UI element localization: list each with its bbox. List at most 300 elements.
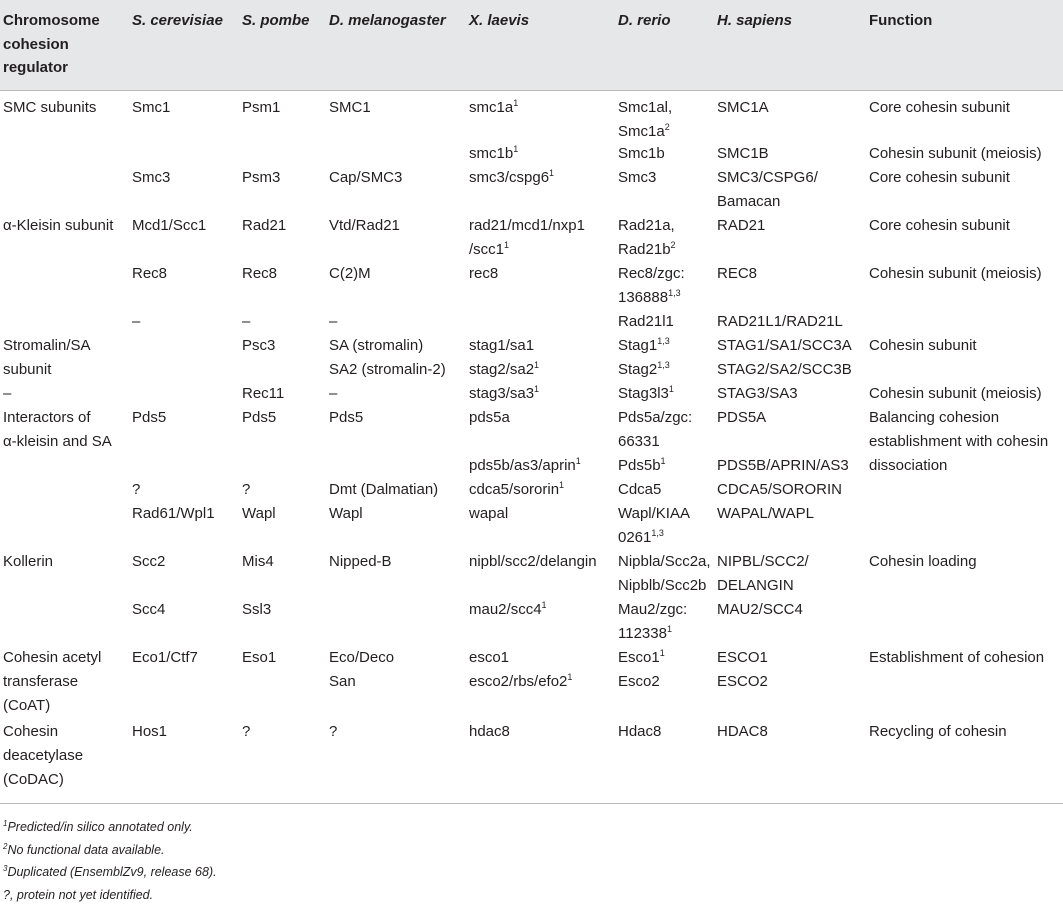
cell-line xyxy=(618,262,685,286)
cell-line xyxy=(329,166,402,190)
cell-line xyxy=(329,262,371,286)
cell-line xyxy=(618,214,676,238)
cell-line xyxy=(717,334,852,358)
cell-line xyxy=(132,406,166,430)
cell-dm xyxy=(329,334,446,382)
cell-text: 0261 xyxy=(618,529,651,546)
cell-line xyxy=(869,720,1007,744)
cell-text: esco2/rbs/efo2 xyxy=(469,673,567,690)
cell-line xyxy=(329,550,392,574)
cell-text: Rec8 xyxy=(242,265,277,282)
cell-sc xyxy=(132,214,206,238)
cell-line xyxy=(869,262,1042,286)
cell-dr xyxy=(618,478,661,502)
footnote-ref: 1 xyxy=(667,624,672,634)
cell-text: RAD21 xyxy=(717,217,765,234)
footnote-ref: 1,3 xyxy=(657,336,670,346)
cell-text: Balancing cohesion xyxy=(869,409,999,426)
cell-line xyxy=(242,598,271,622)
header-function: Function xyxy=(869,9,932,33)
table-bottom-rule xyxy=(0,803,1063,804)
cell-xl xyxy=(469,646,572,694)
cell-line xyxy=(3,646,101,670)
cell-text: PDS5A xyxy=(717,409,766,426)
cell-text: Esco2 xyxy=(618,673,660,690)
cell-line xyxy=(869,166,1010,190)
cell-sp xyxy=(242,478,250,502)
footnote xyxy=(3,816,217,839)
cell-xl xyxy=(469,166,554,190)
header-regulator: Chromosome cohesion regulator xyxy=(3,9,113,80)
cell-line xyxy=(869,96,1010,120)
cell-text: transferase xyxy=(3,673,78,690)
cell-dm xyxy=(329,502,363,526)
cell-text: PDS5B/APRIN/AS3 xyxy=(717,457,849,474)
cell-fn xyxy=(869,142,1042,166)
cell-dr xyxy=(618,310,674,334)
cell-text: cdca5/sororin xyxy=(469,481,559,498)
cell-line xyxy=(618,430,692,454)
cell-text: α-Kleisin subunit xyxy=(3,217,113,234)
cell-line xyxy=(132,478,140,502)
cell-line xyxy=(242,334,275,358)
cell-text: REC8 xyxy=(717,265,757,282)
cell-text: Kollerin xyxy=(3,553,53,570)
cell-text: α-kleisin and SA xyxy=(3,433,112,450)
cell-regulator xyxy=(3,334,91,382)
cell-line xyxy=(469,262,498,286)
cell-text: subunit xyxy=(3,361,51,378)
cell-text: Rad21 xyxy=(242,217,286,234)
cell-dm xyxy=(329,96,371,120)
cell-xl xyxy=(469,550,597,574)
footnote-ref: 1 xyxy=(669,384,674,394)
cell-line xyxy=(717,190,818,214)
cell-text: WAPAL/WAPL xyxy=(717,505,814,522)
cell-text: (CoDAC) xyxy=(3,771,64,788)
cell-regulator xyxy=(3,646,101,718)
cell-text: SMC1A xyxy=(717,99,769,116)
cell-text: wapal xyxy=(469,505,508,522)
cell-line xyxy=(618,720,661,744)
cell-text: mau2/scc4 xyxy=(469,601,542,618)
footnote-ref: 1 xyxy=(534,360,539,370)
cell-text: Rec8/zgc: xyxy=(618,265,685,282)
cell-text: SMC3/CSPG6/ xyxy=(717,169,818,186)
cell-hs xyxy=(717,720,768,744)
cell-line xyxy=(469,358,539,382)
cell-text: Rec11 xyxy=(242,385,284,402)
cell-dm xyxy=(329,214,400,238)
cell-line xyxy=(3,744,83,768)
cell-dm xyxy=(329,262,371,286)
cell-dr xyxy=(618,142,665,166)
cell-text: Cohesin subunit (meiosis) xyxy=(869,385,1042,402)
cell-dm xyxy=(329,720,337,744)
header-d-melanogaster: D. melanogaster xyxy=(329,9,446,33)
cell-line xyxy=(618,574,711,598)
cell-text: pds5a xyxy=(469,409,510,426)
cell-line xyxy=(469,238,585,262)
cell-line xyxy=(242,478,250,502)
cell-text: stag2/sa2 xyxy=(469,361,534,378)
cell-text: smc1a xyxy=(469,99,513,116)
cell-text: – xyxy=(132,313,140,330)
cell-line xyxy=(3,214,113,238)
cell-fn xyxy=(869,382,1042,406)
cell-text: hdac8 xyxy=(469,723,510,740)
cell-line xyxy=(242,310,250,334)
cell-text: – xyxy=(329,313,337,330)
cell-text: establishment with cohesin xyxy=(869,433,1048,450)
footnote-ref: 1 xyxy=(567,672,572,682)
cell-line xyxy=(329,502,363,526)
cell-line xyxy=(618,382,674,406)
cell-sp xyxy=(242,96,280,120)
cell-hs xyxy=(717,214,765,238)
footnote-mark: 3 xyxy=(3,864,7,873)
cell-xl xyxy=(469,214,585,262)
header-s-cerevisiae: S. cerevisiae xyxy=(132,9,223,33)
cell-line xyxy=(469,502,508,526)
cell-hs xyxy=(717,310,843,334)
footnotes xyxy=(3,816,217,906)
footnote-ref: 1,3 xyxy=(651,528,664,538)
cell-line xyxy=(132,550,165,574)
cell-text: ? xyxy=(242,481,250,498)
cell-line xyxy=(3,430,112,454)
cell-text: Wapl xyxy=(329,505,363,522)
cell-line xyxy=(618,310,674,334)
cell-text: Eco1/Ctf7 xyxy=(132,649,198,666)
cell-text: Rec8 xyxy=(132,265,167,282)
cell-text: Cohesin xyxy=(3,723,58,740)
cell-line xyxy=(469,646,572,670)
cell-line xyxy=(469,598,547,622)
cell-sp xyxy=(242,334,275,358)
footnote-ref: 2 xyxy=(665,122,670,132)
cell-text: Cohesin loading xyxy=(869,553,977,570)
cell-sc xyxy=(132,502,215,526)
cell-dm xyxy=(329,646,394,694)
cell-text: – xyxy=(242,313,250,330)
cell-text: NIPBL/SCC2/ xyxy=(717,553,809,570)
cell-line xyxy=(717,358,852,382)
cell-text: Smc3 xyxy=(132,169,170,186)
cell-sp xyxy=(242,214,286,238)
cell-xl xyxy=(469,262,498,286)
cell-line xyxy=(329,214,400,238)
cell-line xyxy=(717,310,843,334)
cell-dr xyxy=(618,502,690,550)
cell-line xyxy=(618,238,676,262)
cell-text: San xyxy=(329,673,356,690)
cell-xl xyxy=(469,142,518,166)
cell-text: Bamacan xyxy=(717,193,780,210)
cell-text: Hos1 xyxy=(132,723,167,740)
cell-line xyxy=(3,96,96,120)
footnote-mark: 1 xyxy=(3,819,7,828)
cell-fn xyxy=(869,720,1007,744)
cell-text: Mcd1/Scc1 xyxy=(132,217,206,234)
cell-regulator xyxy=(3,406,112,454)
cell-line xyxy=(132,96,170,120)
cell-xl xyxy=(469,96,518,120)
cell-text: Cohesin acetyl xyxy=(3,649,101,666)
cell-text: 66331 xyxy=(618,433,660,450)
cell-line xyxy=(717,574,809,598)
cell-text: SA (stromalin) xyxy=(329,337,423,354)
cell-hs xyxy=(717,334,852,382)
cell-line xyxy=(717,166,818,190)
footnote-ref: 1 xyxy=(559,480,564,490)
cell-line xyxy=(618,334,670,358)
cell-line xyxy=(132,262,167,286)
cell-line xyxy=(242,406,276,430)
cell-text: Core cohesin subunit xyxy=(869,217,1010,234)
footnote-text: Predicted/in silico annotated only. xyxy=(7,820,192,834)
cell-text: esco1 xyxy=(469,649,509,666)
cell-text: Psm1 xyxy=(242,99,280,116)
cell-text: rad21/mcd1/nxp1 xyxy=(469,217,585,234)
footnote-ref: 1 xyxy=(660,648,665,658)
cell-text: RAD21L1/RAD21L xyxy=(717,313,843,330)
cell-text: Core cohesin subunit xyxy=(869,99,1010,116)
cell-line xyxy=(242,550,274,574)
cell-line xyxy=(242,646,276,670)
cell-text: Mau2/zgc: xyxy=(618,601,687,618)
cell-text: Pds5 xyxy=(132,409,166,426)
cell-line xyxy=(3,720,83,744)
cell-text: Cap/SMC3 xyxy=(329,169,402,186)
cell-text: Scc2 xyxy=(132,553,165,570)
cell-line xyxy=(717,214,765,238)
cell-xl xyxy=(469,598,547,622)
cell-text: Rad61/Wpl1 xyxy=(132,505,215,522)
cell-line xyxy=(717,550,809,574)
cell-sc xyxy=(132,310,140,334)
cell-regulator xyxy=(3,214,113,238)
footnote-ref: 1 xyxy=(549,168,554,178)
cell-text: Interactors of xyxy=(3,409,91,426)
cell-line xyxy=(3,694,101,718)
cell-sc xyxy=(132,598,165,622)
cell-line xyxy=(242,382,284,406)
cell-line xyxy=(618,454,666,478)
cell-line xyxy=(869,334,977,358)
cell-text: Wapl/KIAA xyxy=(618,505,690,522)
cell-line xyxy=(242,720,250,744)
cell-line xyxy=(242,214,286,238)
footnote-mark: 2 xyxy=(3,842,7,851)
cell-text: Cdca5 xyxy=(618,481,661,498)
cell-text: HDAC8 xyxy=(717,723,768,740)
cell-sp xyxy=(242,720,250,744)
cell-text: Nipped-B xyxy=(329,553,392,570)
cell-line xyxy=(717,670,768,694)
cell-line xyxy=(329,96,371,120)
cell-line xyxy=(869,430,1048,454)
cell-fn xyxy=(869,334,977,358)
cell-line xyxy=(132,166,170,190)
cell-line xyxy=(329,646,394,670)
cell-dr xyxy=(618,646,665,694)
cell-xl xyxy=(469,454,581,478)
cell-text: Establishment of cohesion xyxy=(869,649,1044,666)
cell-xl xyxy=(469,502,508,526)
footnote-ref: 1 xyxy=(504,240,509,250)
cell-text: Vtd/Rad21 xyxy=(329,217,400,234)
cell-text: Psc3 xyxy=(242,337,275,354)
cell-dr xyxy=(618,262,685,310)
cell-dm xyxy=(329,406,363,430)
cell-line xyxy=(3,334,91,358)
cell-text: STAG2/SA2/SCC3B xyxy=(717,361,852,378)
cell-line xyxy=(469,214,585,238)
footnote-text: Duplicated (EnsemblZv9, release 68). xyxy=(7,865,216,879)
cell-line xyxy=(132,598,165,622)
cell-text: Cohesin subunit (meiosis) xyxy=(869,145,1042,162)
cell-line xyxy=(717,406,766,430)
cell-sp xyxy=(242,550,274,574)
cell-line xyxy=(132,720,167,744)
cell-text: Pds5 xyxy=(329,409,363,426)
cell-text: Eso1 xyxy=(242,649,276,666)
cell-text: (CoAT) xyxy=(3,697,50,714)
cell-dm xyxy=(329,550,392,574)
cell-sp xyxy=(242,598,271,622)
cell-line xyxy=(618,96,672,120)
cell-text: SA2 (stromalin-2) xyxy=(329,361,446,378)
cell-sp xyxy=(242,166,280,190)
cell-line xyxy=(869,142,1042,166)
cell-text: Hdac8 xyxy=(618,723,661,740)
cell-line xyxy=(329,310,337,334)
footnote-ref: 1 xyxy=(534,384,539,394)
cell-text: MAU2/SCC4 xyxy=(717,601,803,618)
cell-sc xyxy=(132,406,166,430)
cell-line xyxy=(869,382,1042,406)
cell-line xyxy=(869,454,1048,478)
cell-text: nipbl/scc2/delangin xyxy=(469,553,597,570)
footnote xyxy=(3,861,217,884)
cell-sc xyxy=(132,646,198,670)
cell-line xyxy=(717,478,842,502)
cell-line xyxy=(329,334,446,358)
cell-line xyxy=(132,214,206,238)
cell-line xyxy=(469,406,510,430)
cell-regulator xyxy=(3,720,83,792)
cell-sc xyxy=(132,96,170,120)
cell-sc xyxy=(132,262,167,286)
cell-sp xyxy=(242,262,277,286)
cell-fn xyxy=(869,214,1010,238)
cell-hs xyxy=(717,502,814,526)
cell-sc xyxy=(132,550,165,574)
cell-fn xyxy=(869,96,1010,120)
cell-dm xyxy=(329,382,337,406)
cohesion-regulator-table xyxy=(0,0,1063,91)
cell-line xyxy=(618,166,656,190)
cell-line xyxy=(329,382,337,406)
cell-line xyxy=(469,720,510,744)
cell-text: – xyxy=(3,385,11,402)
cell-xl xyxy=(469,334,539,382)
cell-text: ESCO1 xyxy=(717,649,768,666)
cell-text: smc3/cspg6 xyxy=(469,169,549,186)
cell-line xyxy=(717,646,768,670)
cell-line xyxy=(132,646,198,670)
cell-line xyxy=(717,454,849,478)
footnote-ref: 1,3 xyxy=(657,360,670,370)
cell-text: stag1/sa1 xyxy=(469,337,534,354)
cell-text: DELANGIN xyxy=(717,577,794,594)
cell-fn xyxy=(869,166,1010,190)
cell-line xyxy=(618,358,670,382)
cell-sp xyxy=(242,406,276,430)
cell-text: Eco/Deco xyxy=(329,649,394,666)
cell-hs xyxy=(717,550,809,598)
cell-fn xyxy=(869,262,1042,286)
cell-line xyxy=(618,120,672,144)
cell-line xyxy=(3,406,112,430)
cell-text: rec8 xyxy=(469,265,498,282)
cell-dr xyxy=(618,166,656,190)
cell-text: Dmt (Dalmatian) xyxy=(329,481,438,498)
cell-text: pds5b/as3/aprin xyxy=(469,457,576,474)
cell-line xyxy=(618,502,690,526)
cell-text: Cohesin subunit xyxy=(869,337,977,354)
cell-line xyxy=(329,670,394,694)
cell-dr xyxy=(618,382,674,406)
header-x-laevis: X. laevis xyxy=(469,9,529,33)
cell-line xyxy=(469,142,518,166)
cell-text: Stag3l3 xyxy=(618,385,669,402)
cell-line xyxy=(3,358,91,382)
cell-line xyxy=(618,622,687,646)
cell-sp xyxy=(242,382,284,406)
cell-text: Stag2 xyxy=(618,361,657,378)
cell-dr xyxy=(618,96,672,144)
cell-line xyxy=(717,598,803,622)
cell-sc xyxy=(132,478,140,502)
cell-text: Smc3 xyxy=(618,169,656,186)
cell-line xyxy=(469,166,554,190)
cell-dr xyxy=(618,598,687,646)
cell-hs xyxy=(717,96,769,120)
cell-regulator xyxy=(3,96,96,120)
cell-sp xyxy=(242,502,276,526)
cell-sc xyxy=(132,166,170,190)
cell-line xyxy=(869,550,977,574)
cell-text: Core cohesin subunit xyxy=(869,169,1010,186)
cell-xl xyxy=(469,406,510,430)
cell-line xyxy=(717,502,814,526)
cell-sp xyxy=(242,310,250,334)
cell-sc xyxy=(132,720,167,744)
cell-dr xyxy=(618,406,692,454)
cell-fn xyxy=(869,406,1048,478)
cell-line xyxy=(618,646,665,670)
cell-text: ? xyxy=(242,723,250,740)
cell-text: stag3/sa3 xyxy=(469,385,534,402)
cell-text: SMC1 xyxy=(329,99,371,116)
cell-line xyxy=(329,406,363,430)
cell-line xyxy=(469,454,581,478)
footnote-ref: 1 xyxy=(576,456,581,466)
cell-line xyxy=(618,478,661,502)
cell-text: SMC1B xyxy=(717,145,769,162)
